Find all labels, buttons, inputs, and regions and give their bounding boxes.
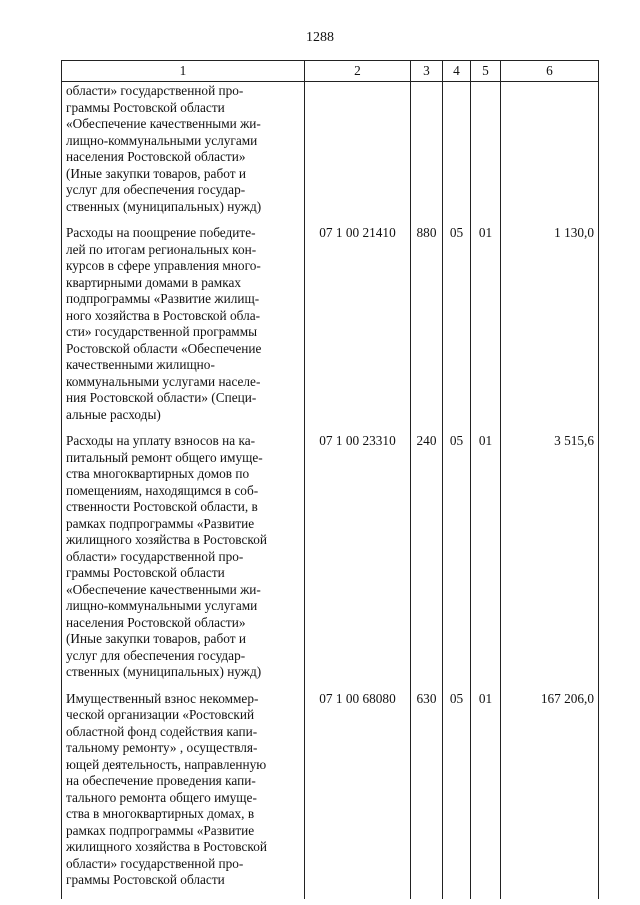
description-line: тального ремонта общего имуще- [66, 789, 257, 805]
section-code: 05 [443, 433, 471, 691]
expense-type-code: 240 [411, 433, 443, 691]
description-line: «Обеспечение качественными жи- [66, 116, 261, 131]
section-code: 05 [443, 225, 471, 433]
description-line: ческой организации «Ростовский [66, 707, 255, 722]
description-line: услуг для обеспечения государ- [66, 647, 246, 663]
description-line: подпрограммы «Развитие жилищ- [66, 291, 260, 306]
column-header-5: 5 [471, 61, 501, 82]
description-line: Ростовской области «Обеспечение [66, 340, 262, 356]
description-line: Расходы на поощрение победите- [66, 225, 256, 240]
table-row [62, 691, 599, 899]
subsection-code: 01 [471, 225, 501, 433]
description-line: жилищного хозяйства в Ростовской [66, 532, 267, 547]
description-line: на обеспечение проведения капи- [66, 773, 256, 788]
amount-value: 1 130,0 [501, 225, 599, 433]
subsection-code: 01 [471, 691, 501, 899]
description-line: области» государственной про- [66, 548, 244, 564]
target-article-code: 07 1 00 21410 [305, 225, 411, 433]
subsection-code [471, 82, 501, 226]
description-line: жилищного хозяйства в Ростовской [66, 839, 267, 854]
description-line: области» государственной про- [66, 855, 244, 871]
description-line: альные расходы) [66, 406, 161, 422]
expense-type-code: 630 [411, 691, 443, 899]
subsection-code: 01 [471, 433, 501, 691]
row-description [62, 82, 305, 226]
description-line: квартирными домами в рамках [66, 274, 242, 290]
column-header-1: 1 [62, 61, 305, 82]
description-line: ства в многоквартирных домах, в [66, 806, 255, 821]
target-article-code [305, 82, 411, 226]
column-header-3: 3 [411, 61, 443, 82]
column-header-4: 4 [443, 61, 471, 82]
amount-value: 167 206,0 [501, 691, 599, 899]
description-line: рамках подпрограммы «Развитие [66, 515, 255, 531]
description-line: помещениям, находящимся в соб- [66, 482, 259, 498]
description-line: Расходы на уплату взносов на ка- [66, 433, 256, 448]
budget-table [61, 60, 599, 899]
description-line: (Иные закупки товаров, работ и [66, 631, 246, 646]
description-line: Имущественный взнос некоммер- [66, 690, 259, 706]
amount-value [501, 82, 599, 226]
header-row [62, 61, 599, 82]
expense-type-code [411, 82, 443, 226]
description-line: курсов в сфере управления много- [66, 258, 261, 273]
description-line: ственности Ростовской области, в [66, 499, 258, 514]
description-line: ного хозяйства в Ростовской обла- [66, 307, 261, 323]
description-line: лищно-коммунальными услугами [66, 598, 258, 613]
description-line: ния Ростовской области» (Специ- [66, 390, 257, 405]
description-line: качественными жилищно- [66, 357, 215, 372]
description-line: населения Ростовской области» [66, 614, 246, 630]
table-row [62, 433, 599, 691]
amount-value: 3 515,6 [501, 433, 599, 691]
target-article-code: 07 1 00 23310 [305, 433, 411, 691]
row-description [62, 225, 305, 433]
description-line: тальному ремонту» , осуществля- [66, 740, 258, 755]
description-line: населения Ростовской области» [66, 149, 246, 164]
row-description [62, 433, 305, 691]
description-line: ственных (муниципальных) нужд) [66, 664, 262, 679]
section-code [443, 82, 471, 226]
row-description [62, 691, 305, 899]
description-line: (Иные закупки товаров, работ и [66, 165, 246, 181]
column-header-6: 6 [501, 61, 599, 82]
expense-type-code: 880 [411, 225, 443, 433]
description-line: граммы Ростовской области [66, 99, 225, 115]
description-line: лей по итогам региональных кон- [66, 241, 257, 257]
section-code: 05 [443, 691, 471, 899]
description-line: питальный ремонт общего имуще- [66, 449, 263, 465]
table-row [62, 225, 599, 433]
target-article-code: 07 1 00 68080 [305, 691, 411, 899]
description-line: области» государственной про- [66, 83, 244, 98]
description-line: услуг для обеспечения государ- [66, 182, 246, 197]
description-line: областной фонд содействия капи- [66, 723, 258, 739]
description-line: коммунальными услугами населе- [66, 373, 261, 389]
description-line: «Обеспечение качественными жи- [66, 581, 261, 597]
description-line: ства многоквартирных домов по [66, 466, 250, 481]
table-body [62, 82, 599, 899]
description-line: ственных (муниципальных) нужд) [66, 198, 262, 214]
page-number: 1288 [306, 30, 334, 45]
description-line: сти» государственной программы [66, 324, 258, 339]
description-line: граммы Ростовской области [66, 565, 225, 580]
description-line: граммы Ростовской области [66, 872, 225, 887]
description-line: лищно-коммунальными услугами [66, 132, 258, 148]
table-row [62, 82, 599, 226]
description-line: рамках подпрограммы «Развитие [66, 822, 255, 838]
column-header-2: 2 [305, 61, 411, 82]
description-line: ющей деятельность, направленную [66, 756, 267, 772]
